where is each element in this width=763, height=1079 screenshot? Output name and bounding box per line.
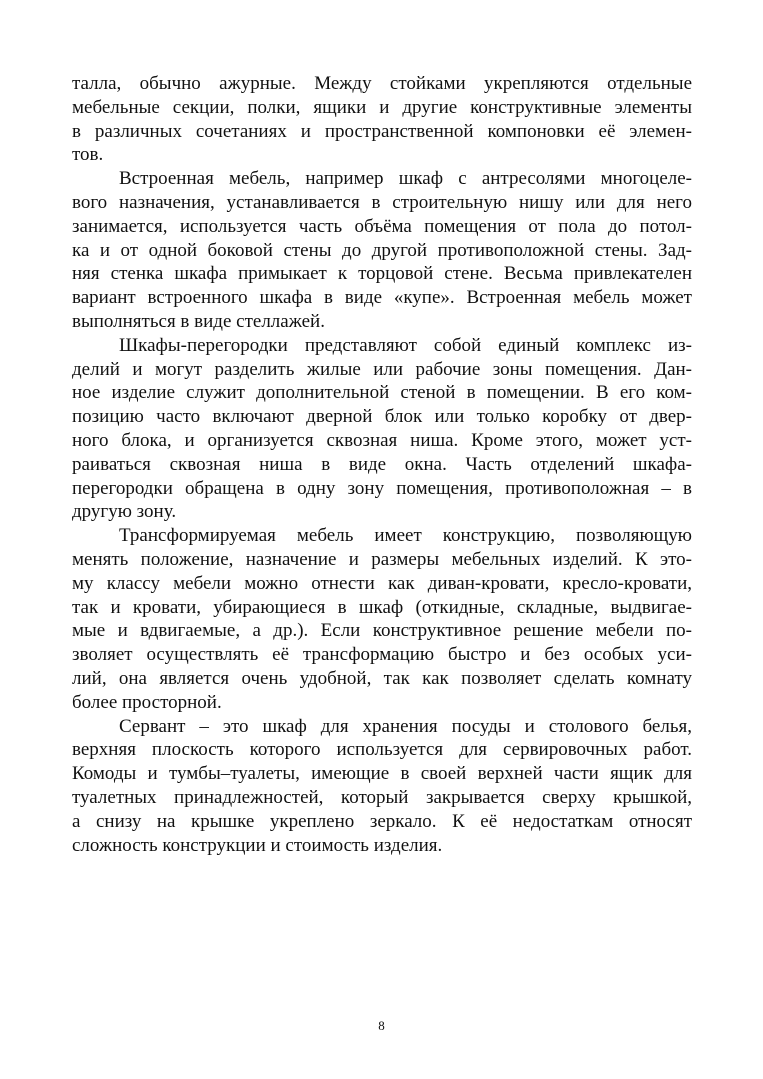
text-line: тов. [72, 144, 104, 166]
text-line: более просторной. [72, 691, 222, 713]
text-line: вого назначения, устанавливается в строительную нишу или для него [72, 191, 692, 213]
text-line: лий, она является очень удобной, так как позволяет сделать комнату [72, 667, 692, 689]
text-line: ного блока, и организуется сквозная ниша. Кроме этого, может уст- [72, 429, 692, 451]
text-line: верхняя плоскость которого используется для сервировочных работ. [72, 739, 692, 761]
text-line: му классу мебели можно отнести как диван-кровати, кресло-кровати, [72, 572, 692, 594]
text-line: туалетных принадлежностей, который закрывается сверху крышкой, [72, 786, 692, 808]
text-line: позицию часто включают дверной блок или только коробку от двер- [72, 406, 692, 428]
text-line: другую зону. [72, 501, 177, 523]
text-line: перегородки обращена в одну зону помещения, противоположная – в [72, 477, 692, 499]
text-line: сложность конструкции и стоимость изделия. [72, 834, 443, 856]
text-line: менять положение, назначение и размеры мебельных изделий. К это- [72, 548, 692, 570]
text-line: выполняться в виде стеллажей. [72, 310, 325, 332]
paragraph-transformable-furniture [72, 524, 692, 714]
page-body [72, 72, 692, 857]
text-line: мебельные секции, полки, ящики и другие конструктивные элементы [72, 96, 692, 118]
text-line: мые и вдвигаемые, а др.). Если конструктивное решение мебели по- [72, 620, 692, 642]
page-number: 8 [378, 1018, 385, 1033]
text-line: вариант встроенного шкафа в виде «купе». Встроенная мебель может [72, 287, 692, 309]
text-line: ка и от одной боковой стены до другой противоположной стены. Зад- [72, 239, 692, 261]
paragraph-sideboard [72, 715, 692, 858]
paragraph-built-in-furniture [72, 167, 692, 334]
text-line: Встроенная мебель, например шкаф с антресолями многоцеле- [119, 168, 692, 190]
text-line: а снизу на крышке укреплено зеркало. К её недостаткам относят [72, 810, 692, 832]
text-line: Трансформируемая мебель имеет конструкцию, позволяющую [119, 525, 692, 547]
text-line: так и кровати, убирающиеся в шкаф (откидные, складные, выдвигае- [72, 596, 692, 618]
text-line: Сервант – это шкаф для хранения посуды и столового белья, [119, 715, 692, 737]
text-line: ное изделие служит дополнительной стеной в помещении. В его ком- [72, 382, 692, 404]
text-line: раиваться сквозная ниша в виде окна. Часть отделений шкафа- [72, 453, 692, 475]
text-line: талла, обычно ажурные. Между стойками укрепляются отдельные [72, 73, 692, 94]
text-line: няя стенка шкафа примыкает к торцовой стене. Весьма привлекателен [72, 263, 692, 285]
text-line: делий и могут разделить жилые или рабочие зоны помещения. Дан- [72, 358, 692, 380]
text-line: Комоды и тумбы–туалеты, имеющие в своей верхней части ящик для [72, 763, 692, 785]
text-line: зволяет осуществлять её трансформацию быстро и без особых уси- [72, 644, 692, 666]
text-line: в различных сочетаниях и пространственной компоновки её элемен- [72, 120, 692, 142]
paragraph-partition-cabinets [72, 334, 692, 524]
text-line: Шкафы-перегородки представляют собой единый комплекс из- [119, 334, 692, 356]
text-line: занимается, используется часть объёма помещения от пола до потол- [72, 215, 692, 237]
paragraph-intro-continuation [72, 72, 692, 167]
